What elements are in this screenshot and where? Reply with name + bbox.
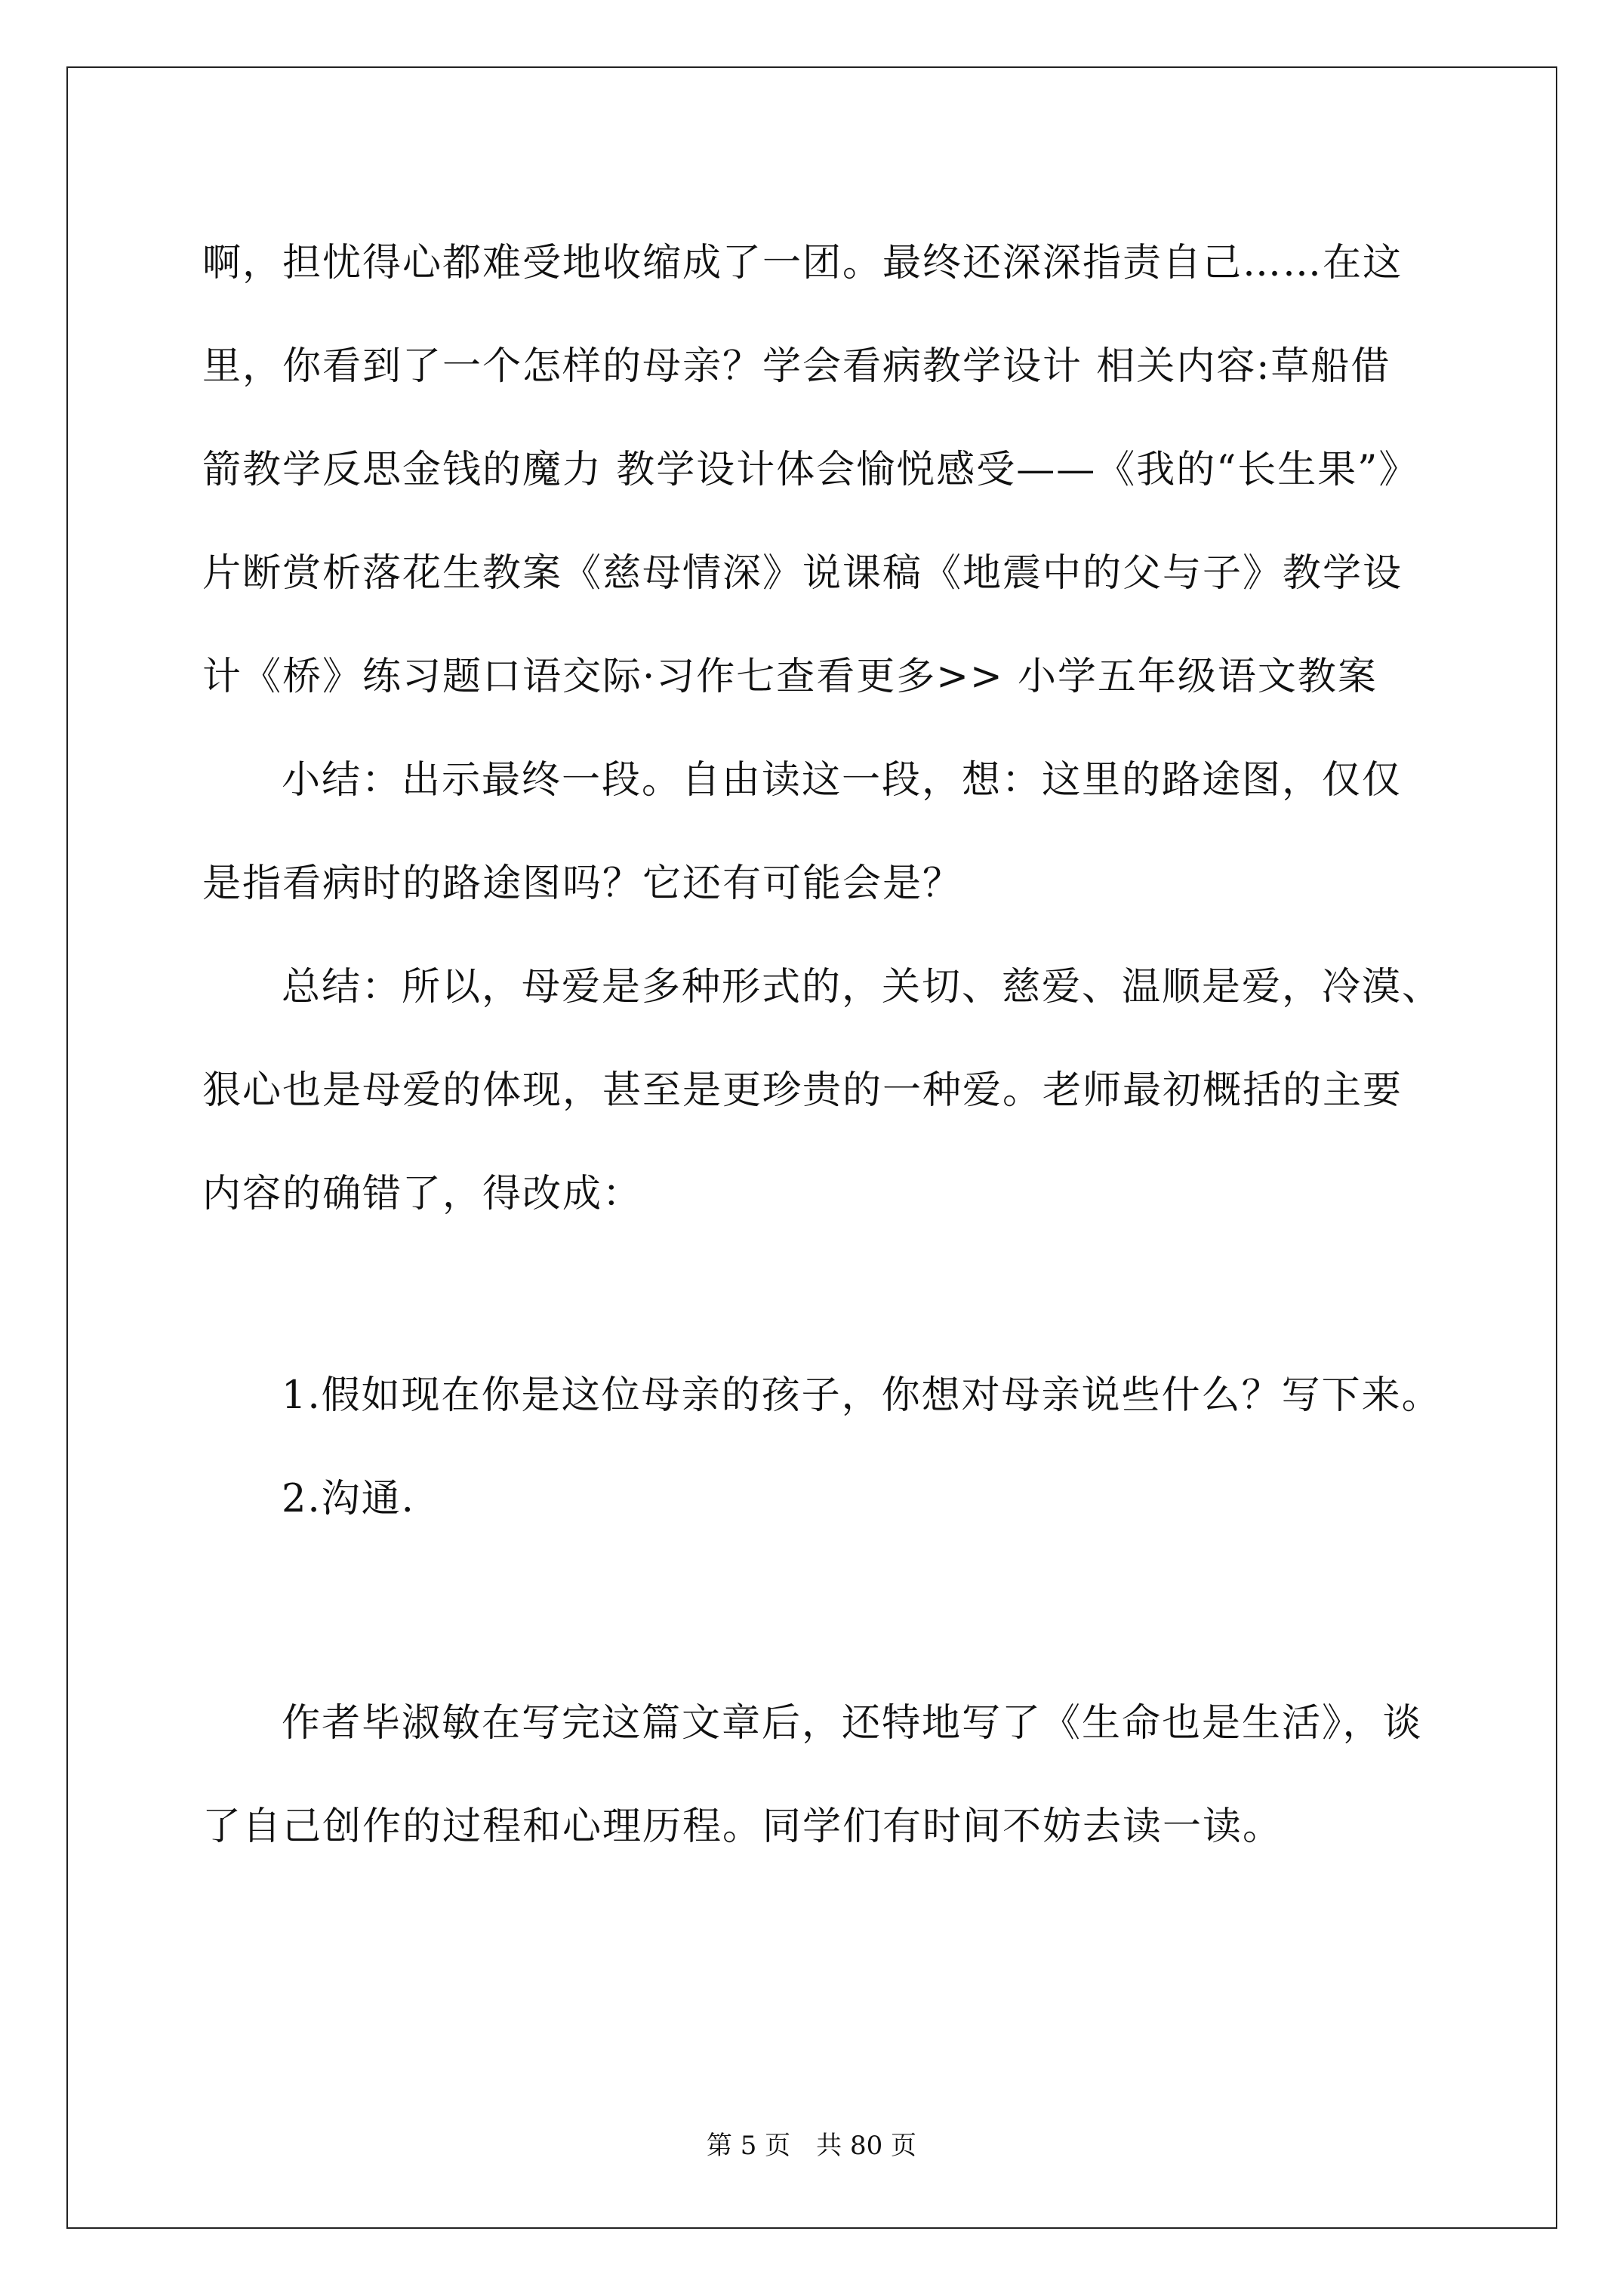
paragraph-conclusion: [202, 935, 1443, 1246]
paragraph-spacer: [202, 1246, 1440, 1344]
document-body: [202, 211, 1443, 1878]
text-line: 箭教学反思金钱的魔力 教学设计体会愉悦感受——《我的“长生果”》: [202, 448, 1419, 492]
text-line: 总结：所以，母爱是多种形式的，关切、慈爱、温顺是爱，冷漠、: [282, 965, 1443, 1009]
text-line: 狠心也是母爱的体现，甚至是更珍贵的一种爱。老师最初概括的主要: [202, 1068, 1403, 1113]
text-line: 计《桥》练习题口语交际·习作七查看更多>> 小学五年级语文教案: [202, 655, 1378, 699]
exercise-item: 1.假如现在你是这位母亲的孩子，你想对母亲说些什么？写下来。: [282, 1373, 1442, 1418]
text-line: 里，你看到了一个怎样的母亲？学会看病教学设计 相关内容:草船借: [202, 344, 1391, 389]
text-line: 作者毕淑敏在写完这篇文章后，还特地写了《生命也是生活》，谈: [282, 1701, 1423, 1746]
paragraph-author-note: [202, 1672, 1440, 1878]
page-number-footer: 第 5 页 共 80 页: [706, 2131, 917, 2161]
paragraph-summary: [202, 729, 1440, 935]
text-line: 小结：出示最终一段。自由读这一段，想：这里的路途图，仅仅: [282, 758, 1403, 803]
paragraph-lesson-context: [202, 211, 1440, 729]
text-line: 啊，担忧得心都难受地收缩成了一团。最终还深深指责自己……在这: [202, 241, 1403, 285]
paragraph-spacer: [202, 1551, 1440, 1649]
paragraph-spacer: [202, 1649, 1440, 1672]
text-line: 是指看病时的路途图吗？它还有可能会是？: [202, 861, 963, 906]
exercise-item: 2.沟通.: [282, 1477, 415, 1521]
exercise-list: [202, 1344, 1440, 1551]
text-line: 片断赏析落花生教案《慈母情深》说课稿《地震中的父与子》教学设: [202, 551, 1403, 596]
text-line: 内容的确错了，得改成：: [202, 1172, 643, 1216]
text-line: 了自己创作的过程和心理历程。同学们有时间不妨去读一读。: [202, 1804, 1283, 1849]
